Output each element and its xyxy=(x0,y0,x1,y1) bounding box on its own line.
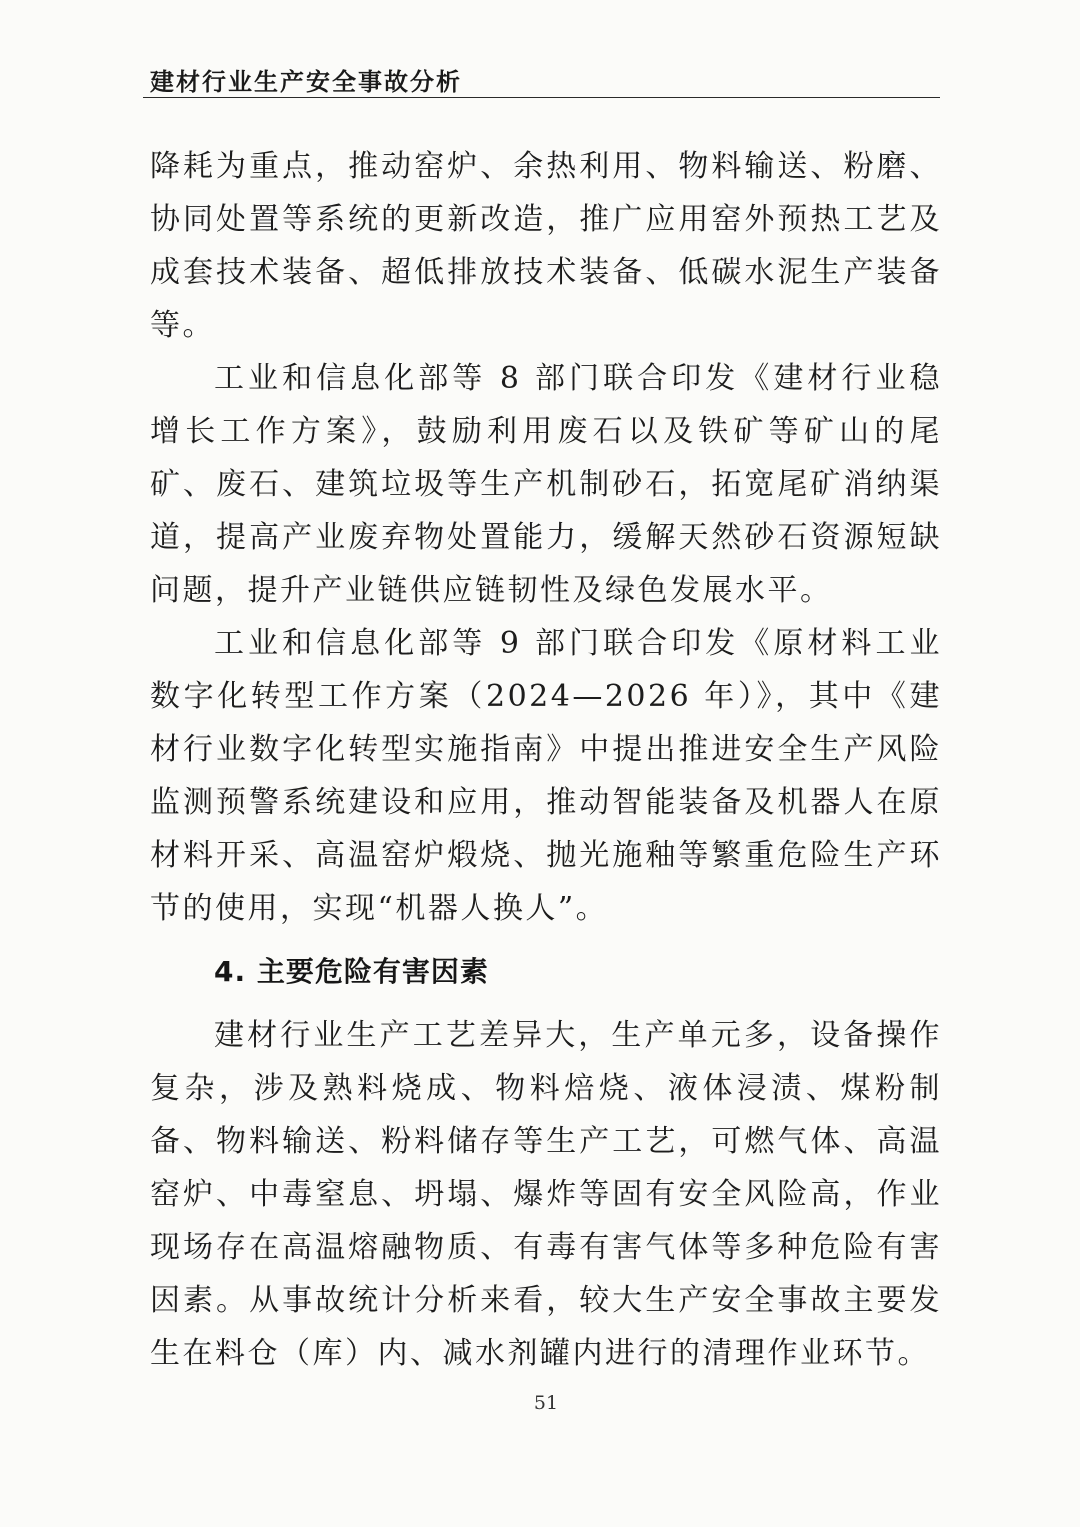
section-heading: 4. 主要危险有害因素 xyxy=(214,955,489,988)
paragraph-hazard-factors: 建材行业生产工艺差异大，生产单元多，设备操作复杂，涉及熟料烧成、物料焙烧、液体浸渍、煤粉制备、物料输送、粉料储存等生产工艺，可燃气体、高温窑炉、中毒窒息、坍塌、爆炸等固有安全风险高，作业现场存在高温熔融物质、有毒有害气体等多种危险有害因素。从事故统计分析来看，较大生产安全事故主要发生在料仓（库）内、减水剂罐内进行的清理作业环节。 xyxy=(150,1018,942,1371)
header-rule xyxy=(143,97,940,98)
paragraph-continued: 降耗为重点，推动窑炉、余热利用、物料输送、粉磨、协同处置等系统的更新改造，推广应用窑外预热工艺及成套技术装备、超低排放技术装备、低碳水泥生产装备等。 xyxy=(150,149,942,343)
running-header: 建材行业生产安全事故分析 xyxy=(150,68,462,96)
page-number: 51 xyxy=(533,1392,559,1414)
paragraph-digital-transformation: 工业和信息化部等 9 部门联合印发《原材料工业数字化转型工作方案（2024—2026 年）》，其中《建材行业数字化转型实施指南》中提出推进安全生产风险监测预警系统建设和应用，推动智能装备及机器人在原材料开采、高温窑炉煅烧、抛光施釉等繁重危险生产环节的使用，实现“机器人换人”。 xyxy=(150,626,942,926)
paragraph-steady-growth-plan: 工业和信息化部等 8 部门联合印发《建材行业稳增长工作方案》，鼓励利用废石以及铁矿等矿山的尾矿、废石、建筑垃圾等生产机制砂石，拓宽尾矿消纳渠道，提高产业废弃物处置能力，缓解天然砂石资源短缺问题，提升产业链供应链韧性及绿色发展水平。 xyxy=(150,361,942,608)
body-text xyxy=(150,140,942,1380)
